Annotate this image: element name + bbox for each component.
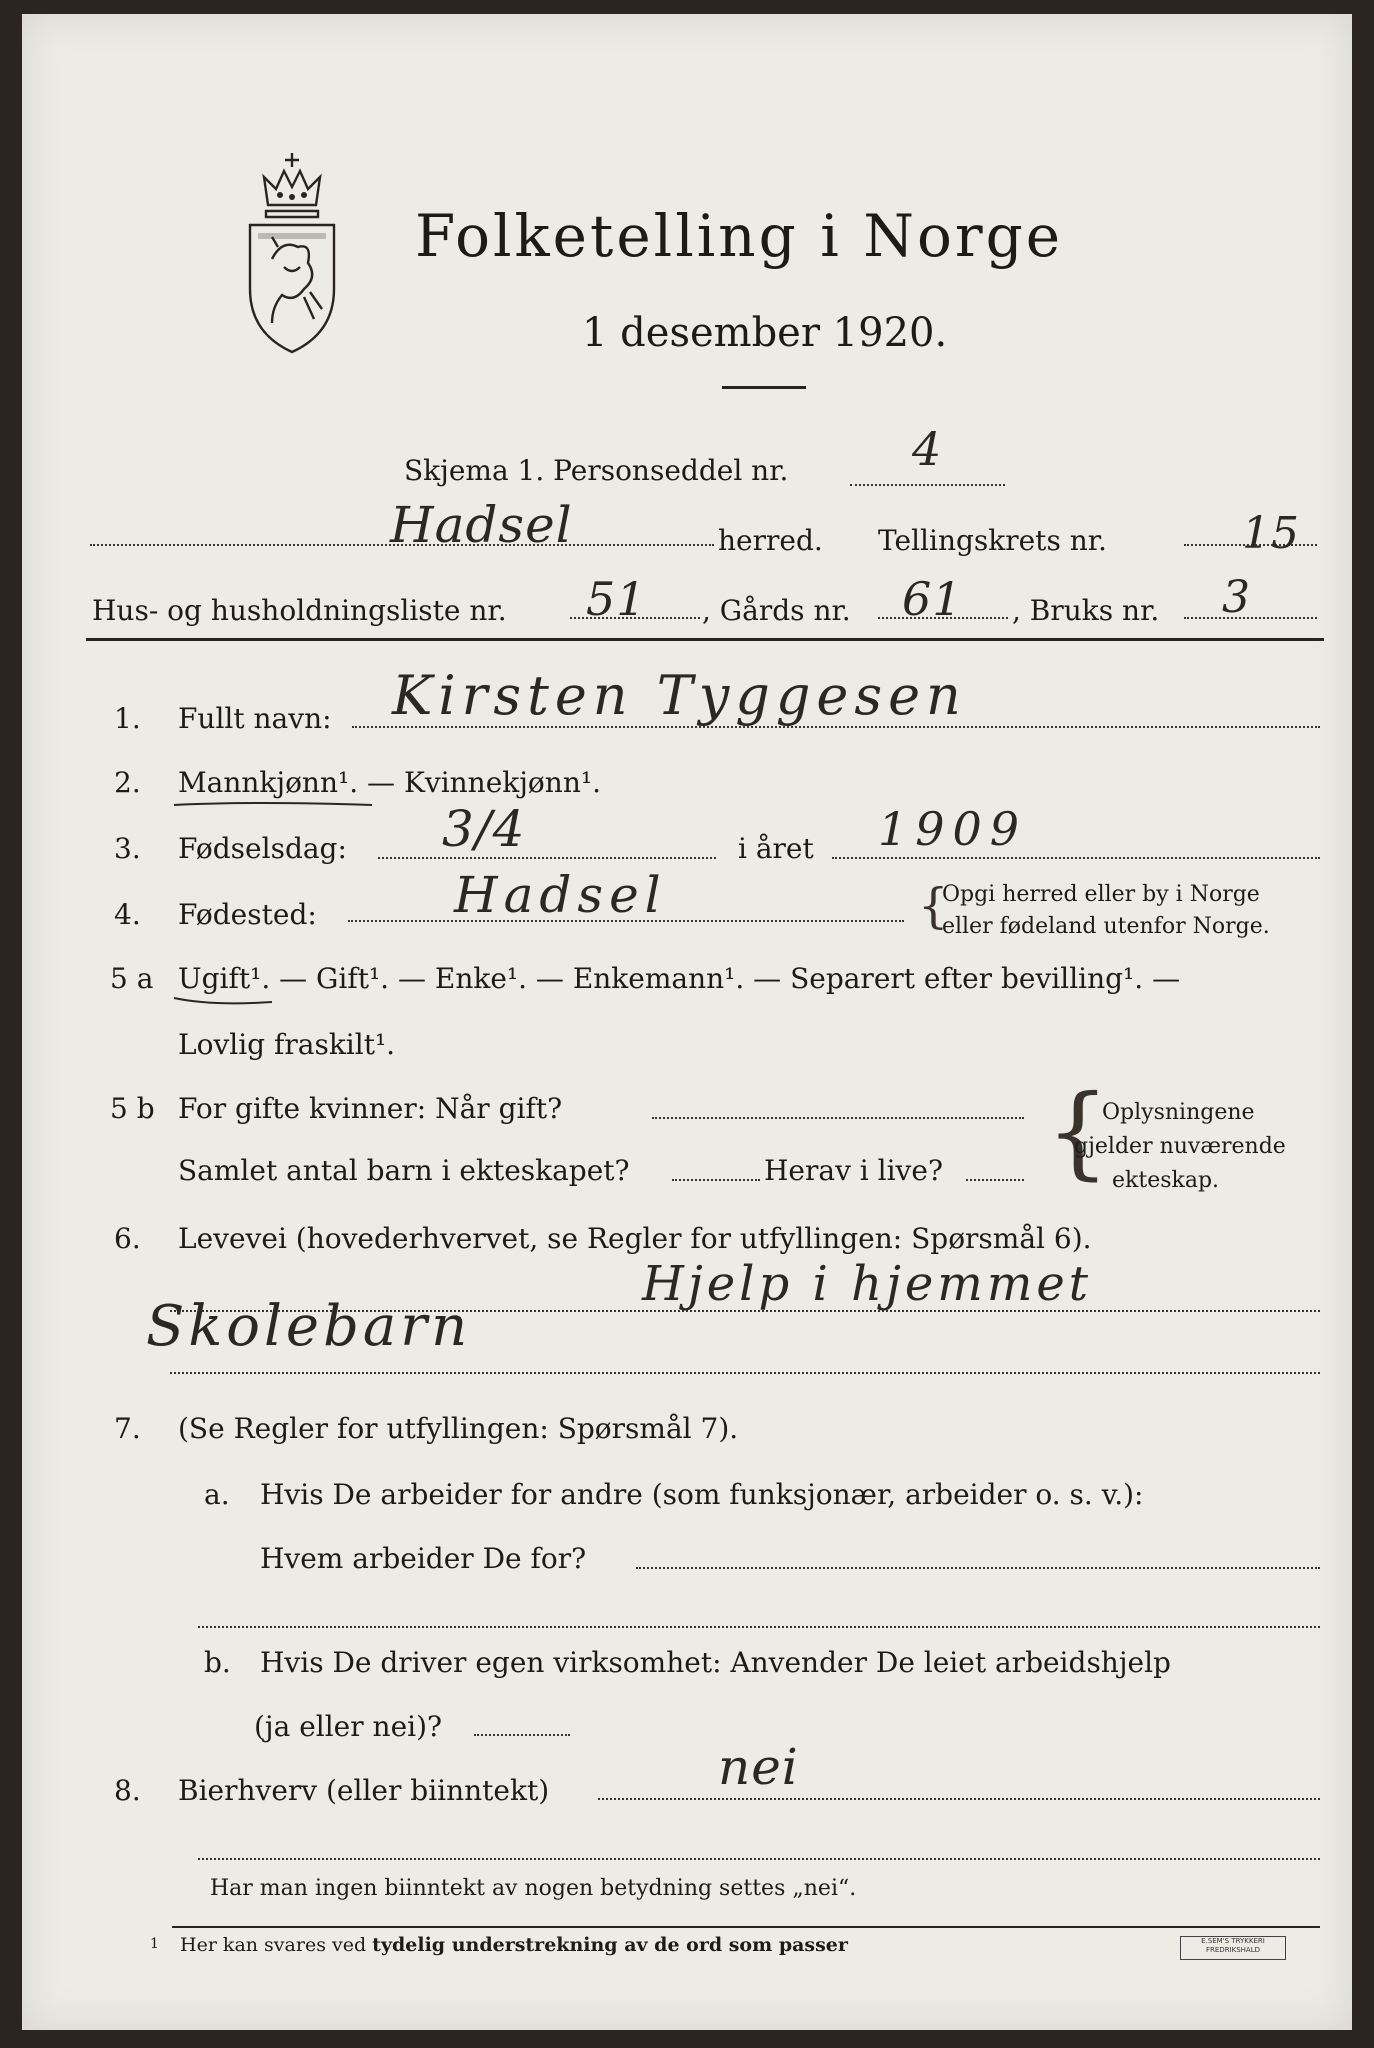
- q4-value: Hadsel: [454, 866, 667, 924]
- q5b-note1: Oplysningene: [1102, 1100, 1255, 1125]
- gards-label: , Gårds nr.: [702, 594, 851, 627]
- personseddel-value: 4: [912, 422, 943, 476]
- herred-value: Hadsel: [390, 496, 573, 554]
- footnote-plain: Her kan svares ved: [180, 1934, 373, 1956]
- q1-value: Kirsten Tyggesen: [392, 664, 967, 727]
- footnote-text: [180, 1934, 848, 1956]
- q2-number: 2.: [114, 766, 141, 799]
- q3-year-value: 1909: [878, 802, 1028, 856]
- q2-separator: —: [358, 766, 404, 799]
- q5b-brace: {: [1046, 1073, 1110, 1190]
- q4-label: Fødested:: [178, 898, 317, 931]
- q3-line: [378, 857, 716, 859]
- q6-value1: Hjelp i hjemmet: [642, 1256, 1093, 1312]
- bruks-value: 3: [1222, 572, 1251, 623]
- title-divider: [722, 386, 806, 389]
- q3-value: 3/4: [442, 800, 526, 858]
- q7a-line2: [198, 1626, 1320, 1628]
- q6-label: Levevei (hovederhvervet, se Regler for utfyllingen: Spørsmål 6).: [178, 1222, 1092, 1255]
- q5b-alive-line: [966, 1179, 1024, 1181]
- q7a-text: Hvis De arbeider for andre (som funksjonær, arbeider o. s. v.):: [260, 1478, 1144, 1511]
- personseddel-line: [850, 484, 1005, 486]
- q7a-line1: [636, 1567, 1320, 1569]
- q4-note-line1: Opgi herred eller by i Norge: [942, 882, 1260, 907]
- q5a-underline-mark: [172, 994, 282, 1008]
- q7-label: (Se Regler for utfyllingen: Spørsmål 7).: [178, 1412, 739, 1445]
- q2-male-text: Mannkjønn¹.: [178, 766, 359, 799]
- q4-number: 4.: [114, 898, 141, 931]
- q3-year-label: i året: [738, 832, 814, 865]
- tellingskrets-label: Tellingskrets nr.: [878, 524, 1107, 557]
- q6-value2: Skolebarn: [146, 1294, 472, 1359]
- q5a-number: 5 a: [110, 962, 154, 995]
- q5b-married-line: [652, 1117, 1024, 1119]
- form-title: Folketelling i Norge: [415, 202, 1064, 270]
- q8-number: 8.: [114, 1774, 141, 1807]
- q8-note: Har man ingen biinntekt av nogen betydning settes „nei“.: [210, 1876, 857, 1901]
- q2-underline-mark: [172, 799, 382, 811]
- q8-value: nei: [718, 1738, 799, 1796]
- q7b-text: Hvis De driver egen virksomhet: Anvender De leiet arbeidshjelp: [260, 1646, 1171, 1679]
- census-date: 1 desember 1920.: [582, 310, 948, 356]
- coat-of-arms-icon: [242, 147, 342, 362]
- q1-label: Fullt navn:: [178, 702, 332, 735]
- q7-number: 7.: [114, 1412, 141, 1445]
- q5b-label2: Samlet antal barn i ekteskapet?: [178, 1154, 630, 1187]
- printer-stamp-line2: FREDRIKSHALD: [1205, 1946, 1260, 1954]
- q5a-rest: — Gift¹. — Enke¹. — Enkemann¹. — Separert efter bevilling¹. —: [270, 962, 1181, 995]
- q7a-letter: a.: [204, 1478, 230, 1511]
- q3-year-line: [832, 857, 1320, 859]
- q8-label: Bierhverv (eller biinntekt): [178, 1774, 550, 1807]
- q5a-options[interactable]: [178, 962, 1180, 995]
- hus-value: 51: [586, 572, 647, 626]
- q3-number: 3.: [114, 832, 141, 865]
- q1-number: 1.: [114, 702, 141, 735]
- q2-female-text: Kvinnekjønn¹.: [403, 766, 601, 799]
- gards-value: 61: [902, 572, 963, 626]
- q7b-text2: (ja eller nei)?: [254, 1710, 443, 1743]
- q7b-line: [474, 1734, 570, 1736]
- q7b-letter: b.: [204, 1646, 231, 1679]
- q6-line2: [170, 1372, 1320, 1374]
- q5b-note3: ekteskap.: [1112, 1168, 1220, 1193]
- q4-note-line2: eller fødeland utenfor Norge.: [942, 914, 1270, 939]
- q3-label: Fødselsdag:: [178, 832, 347, 865]
- q5a-line2: Lovlig fraskilt¹.: [178, 1028, 396, 1061]
- q8-line1: [598, 1798, 1320, 1800]
- q7a-text2: Hvem arbeider De for?: [260, 1542, 587, 1575]
- footnote-bold: tydelig understrekning av de ord som passer: [372, 1934, 848, 1956]
- bruks-label: , Bruks nr.: [1012, 594, 1160, 627]
- q5b-label1: For gifte kvinner: Når gift?: [178, 1092, 563, 1125]
- tellingskrets-value: 15: [1242, 508, 1300, 559]
- q5b-number: 5 b: [110, 1092, 155, 1125]
- printer-stamp-line1: E.SEM'S TRYKKERI: [1201, 1937, 1265, 1945]
- footer-divider: [172, 1926, 1320, 1928]
- skjema-label: Skjema 1. Personseddel nr.: [404, 454, 789, 487]
- q5a-ugift: Ugift¹.: [178, 962, 271, 995]
- hus-label: Hus- og husholdningsliste nr.: [92, 594, 507, 627]
- q5b-note2: gjelder nuværende: [1074, 1134, 1286, 1159]
- q5b-children-line: [672, 1179, 760, 1181]
- q6-number: 6.: [114, 1222, 141, 1255]
- header-divider: [86, 638, 1324, 641]
- footnote-mark: 1: [150, 1936, 159, 1952]
- herred-label: herred.: [718, 524, 823, 557]
- q2-male-option[interactable]: [178, 766, 601, 799]
- q4-brace: {: [918, 878, 949, 934]
- q5b-label3: Herav i live?: [764, 1154, 943, 1187]
- q8-line2: [198, 1858, 1320, 1860]
- printer-stamp: [1180, 1936, 1286, 1960]
- census-form: [22, 14, 1352, 2030]
